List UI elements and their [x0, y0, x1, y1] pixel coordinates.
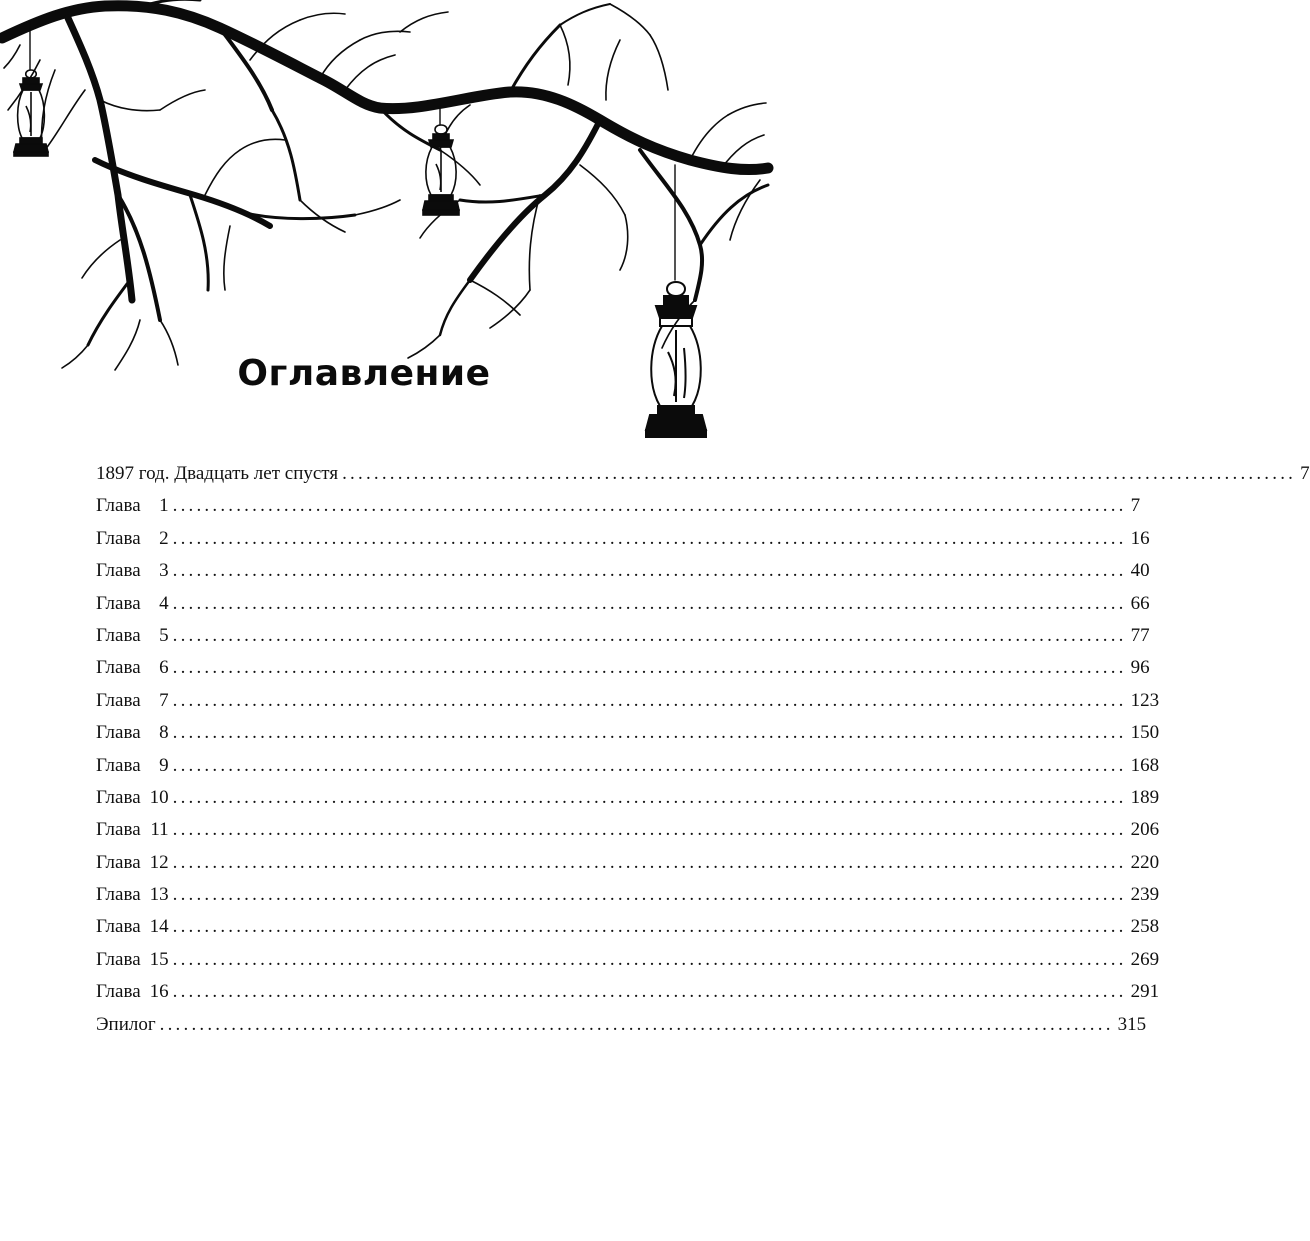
toc-entry-number: 15 — [149, 948, 169, 970]
toc-entry — [96, 588, 1150, 620]
toc-entry — [96, 911, 1160, 943]
toc-entry-number: 7 — [159, 689, 169, 711]
toc-entry-number: 11 — [150, 819, 169, 841]
toc-entry-number: 12 — [149, 851, 169, 873]
toc-entry — [96, 523, 1150, 555]
toc-entry-label: Глава — [96, 560, 141, 582]
toc-entry — [96, 814, 1160, 846]
toc-leader-dots: ........................................................................................................................ — [342, 463, 1297, 484]
toc-entry — [96, 847, 1160, 879]
toc-entry — [96, 717, 1160, 749]
toc-entry-number: 8 — [159, 722, 169, 744]
toc-entry-label: Глава — [96, 754, 141, 776]
toc-entry-page: 96 — [1130, 657, 1150, 679]
toc-leader-dots: ........................................................................................................................ — [172, 495, 1127, 517]
toc-entry-label: Глава — [96, 495, 141, 517]
toc-entry-number: 14 — [149, 916, 169, 938]
toc-entry-label: Глава — [96, 851, 141, 873]
toc-entry-page: 291 — [1130, 981, 1160, 1003]
toc-entry-page: 220 — [1130, 851, 1160, 873]
toc-entry-page: 77 — [1130, 624, 1150, 646]
page-title: Оглавление — [237, 353, 491, 394]
toc-leader-dots: ........................................................................................................................ — [172, 624, 1127, 646]
toc-leader-dots: ........................................................................................................................ — [172, 560, 1127, 582]
toc-leader-dots: ........................................................................................................................ — [172, 916, 1127, 938]
left-branch — [68, 18, 132, 300]
toc-leader-dots: ........................................................................................................................ — [172, 689, 1127, 711]
toc-entry — [96, 944, 1160, 976]
toc-entry-page: 239 — [1130, 884, 1160, 906]
lantern-icon — [418, 122, 464, 218]
toc-entry-page: 40 — [1130, 560, 1150, 582]
toc-entry — [96, 879, 1160, 911]
toc-entry-page: 269 — [1130, 948, 1160, 970]
toc-entry-label: Глава — [96, 722, 141, 744]
toc-leader-dots: ........................................................................................................................ — [172, 819, 1127, 841]
toc-leader-dots: ........................................................................................................................ — [172, 592, 1127, 614]
toc-entry-page: 206 — [1130, 819, 1160, 841]
toc-entry — [96, 555, 1150, 587]
table-of-contents — [96, 458, 1310, 1041]
toc-entry-number: 13 — [149, 884, 169, 906]
toc-entry-label: Глава — [96, 884, 141, 906]
toc-entry — [96, 750, 1160, 782]
toc-entry-page: 189 — [1130, 786, 1160, 808]
main-branch — [2, 6, 768, 170]
toc-leader-dots: ........................................................................................................................ — [172, 786, 1127, 808]
toc-entry-page: 7 — [1130, 495, 1141, 517]
lantern-icon — [10, 66, 52, 161]
toc-leader-dots: ........................................................................................................................ — [172, 754, 1127, 776]
toc-entry-number: 9 — [159, 754, 169, 776]
right-branch — [470, 120, 600, 280]
toc-entry-number: 4 — [159, 592, 169, 614]
toc-entry-label: Глава — [96, 592, 141, 614]
toc-entry-number: 16 — [149, 981, 169, 1003]
toc-leader-dots: ........................................................................................................................ — [172, 948, 1127, 970]
toc-entry-number: 2 — [159, 527, 169, 549]
toc-entry — [96, 490, 1141, 522]
toc-entry-number: 10 — [149, 786, 169, 808]
toc-entry-label: 1897 год. Двадцать лет спустя — [96, 463, 339, 484]
toc-entry-number: 5 — [159, 624, 169, 646]
toc-entry-label: Глава — [96, 981, 141, 1003]
toc-leader-dots: ........................................................................................................................ — [172, 722, 1127, 744]
toc-entry-label: Глава — [96, 786, 141, 808]
toc-entry — [96, 782, 1160, 814]
toc-entry-number: 1 — [159, 495, 169, 517]
toc-entry — [96, 976, 1160, 1008]
toc-entry — [96, 620, 1150, 652]
toc-entry — [96, 1009, 1147, 1041]
toc-leader-dots: ........................................................................................................................ — [172, 851, 1127, 873]
toc-entry-page: 16 — [1130, 527, 1150, 549]
toc-entry-number: 3 — [159, 560, 169, 582]
toc-entry-label: Глава — [96, 689, 141, 711]
toc-entry-page: 66 — [1130, 592, 1150, 614]
toc-entry-label: Глава — [96, 657, 141, 679]
toc-leader-dots: ........................................................................................................................ — [172, 981, 1127, 1003]
toc-leader-dots: ........................................................................................................................ — [172, 527, 1127, 549]
toc-entry — [96, 458, 1310, 490]
toc-entry-page: 258 — [1130, 916, 1160, 938]
toc-entry-page: 123 — [1130, 689, 1160, 711]
toc-leader-dots: ........................................................................................................................ — [159, 1013, 1114, 1035]
toc-leader-dots: ........................................................................................................................ — [172, 657, 1127, 679]
toc-entry — [96, 685, 1160, 717]
toc-entry-page: 315 — [1117, 1013, 1147, 1035]
toc-entry-label: Эпилог — [96, 1013, 156, 1035]
toc-entry-label: Глава — [96, 624, 141, 646]
toc-entry-page: 168 — [1130, 754, 1160, 776]
toc-entry-label: Глава — [96, 916, 141, 938]
toc-entry — [96, 652, 1150, 684]
toc-entry-label: Глава — [96, 819, 141, 841]
toc-entry-label: Глава — [96, 527, 141, 549]
toc-entry-page: 150 — [1130, 722, 1160, 744]
toc-leader-dots: ........................................................................................................................ — [172, 884, 1127, 906]
toc-entry-label: Глава — [96, 948, 141, 970]
toc-entry-number: 6 — [159, 657, 169, 679]
toc-entry-page: 7 — [1300, 463, 1310, 484]
